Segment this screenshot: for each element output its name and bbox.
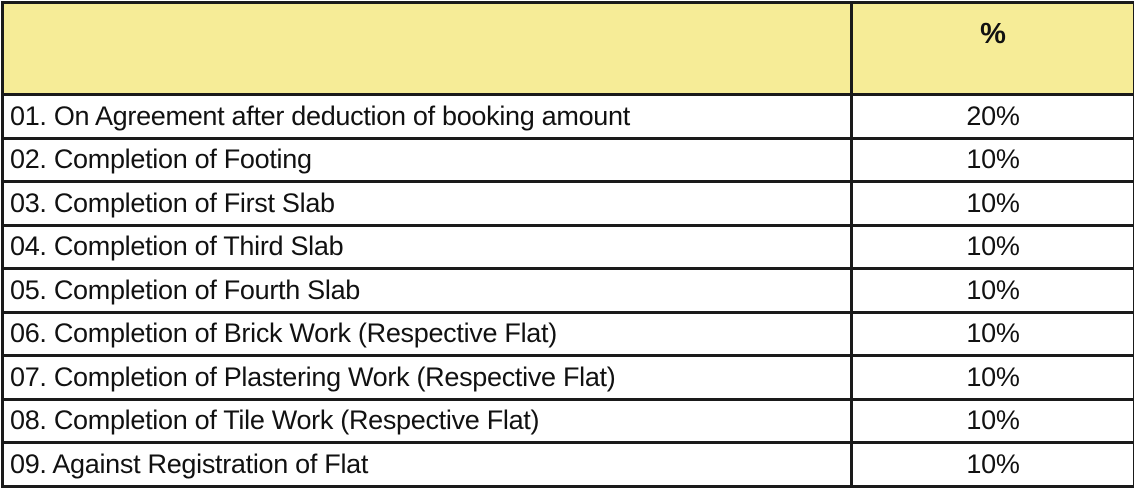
stage-cell: 05. Completion of Fourth Slab — [3, 269, 852, 313]
percent-cell: 10% — [852, 312, 1134, 356]
percent-cell: 10% — [852, 225, 1134, 269]
table-row — [3, 138, 1134, 182]
percent-cell: 10% — [852, 269, 1134, 313]
percent-column-header: % — [852, 3, 1134, 95]
stage-cell: 04. Completion of Third Slab — [3, 225, 852, 269]
stage-cell: 06. Completion of Brick Work (Respective Flat) — [3, 312, 852, 356]
stage-cell: 09. Against Registration of Flat — [3, 443, 852, 487]
table-row — [3, 399, 1134, 443]
stage-cell: 01. On Agreement after deduction of booking amount — [3, 95, 852, 139]
percent-cell: 20% — [852, 95, 1134, 139]
stage-cell: 03. Completion of First Slab — [3, 182, 852, 226]
table-row — [3, 269, 1134, 313]
stage-cell: 02. Completion of Footing — [3, 138, 852, 182]
payment-schedule-table — [1, 1, 1134, 488]
stage-cell: 08. Completion of Tile Work (Respective Flat) — [3, 399, 852, 443]
table-row — [3, 182, 1134, 226]
table-row — [3, 95, 1134, 139]
percent-cell: 10% — [852, 443, 1134, 487]
table-row — [3, 225, 1134, 269]
percent-cell: 10% — [852, 356, 1134, 400]
percent-cell: 10% — [852, 182, 1134, 226]
stage-cell: 07. Completion of Plastering Work (Respective Flat) — [3, 356, 852, 400]
header-row — [3, 3, 1134, 95]
stage-column-header — [3, 3, 852, 95]
table-row — [3, 356, 1134, 400]
table-row — [3, 312, 1134, 356]
percent-cell: 10% — [852, 399, 1134, 443]
percent-cell: 10% — [852, 138, 1134, 182]
table-row — [3, 443, 1134, 487]
